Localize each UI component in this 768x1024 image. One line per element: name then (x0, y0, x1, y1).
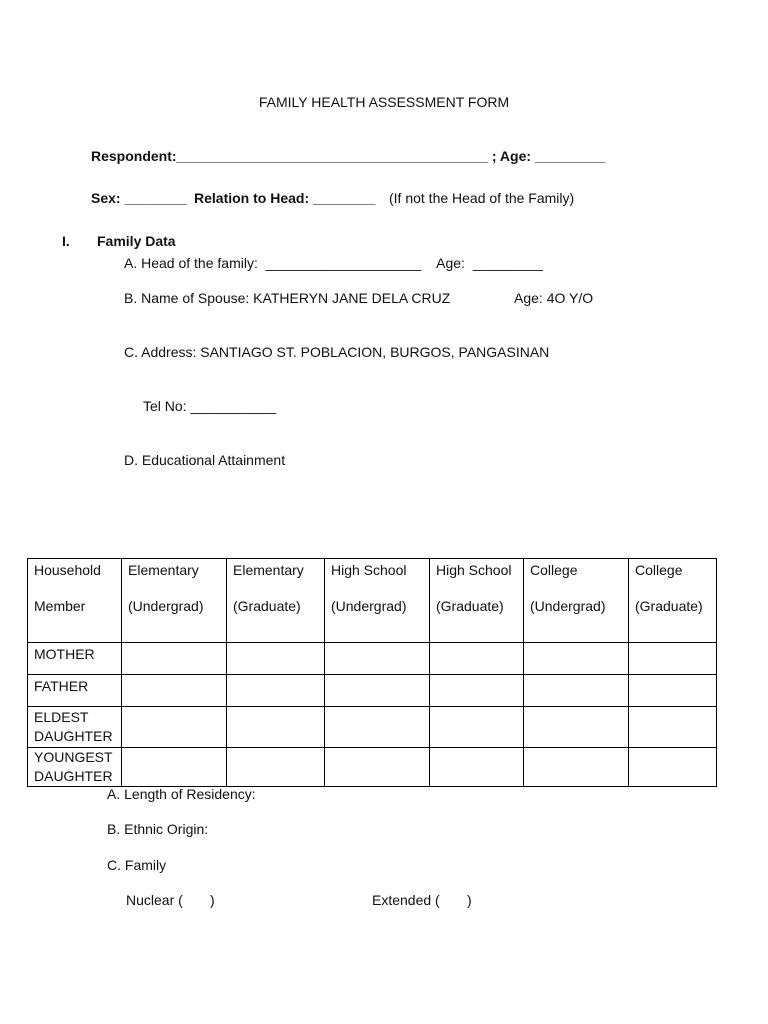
table-cell[interactable] (325, 707, 430, 748)
table-cell[interactable] (227, 643, 325, 675)
table-cell[interactable] (524, 675, 629, 707)
header-elementary-graduate: Elementary (Graduate) (227, 559, 325, 643)
table-cell[interactable] (227, 707, 325, 748)
table-cell[interactable] (430, 675, 524, 707)
table-cell[interactable] (122, 643, 227, 675)
educational-attainment-heading: D. Educational Attainment (124, 452, 286, 468)
family-type-heading: C. Family (107, 857, 167, 873)
header-college-graduate: College (Graduate) (629, 559, 717, 643)
tel-no-field: Tel No: ___________ (143, 398, 277, 414)
table-cell[interactable] (629, 643, 717, 675)
spouse-age: Age: 4O Y/O (514, 290, 594, 306)
table-cell[interactable] (122, 675, 227, 707)
table-row (28, 675, 717, 707)
table-row (28, 748, 717, 787)
table-cell[interactable] (325, 748, 430, 787)
header-household-member: Household Member (28, 559, 122, 643)
respondent-line: Respondent:________________________________________ ; Age: _________ (91, 148, 605, 164)
table-cell[interactable] (227, 675, 325, 707)
address: C. Address: SANTIAGO ST. POBLACION, BURGOS, PANGASINAN (124, 344, 550, 360)
spouse-name: B. Name of Spouse: KATHERYN JANE DELA CRUZ (124, 290, 451, 306)
table-header-row (28, 559, 717, 643)
ethnic-origin: B. Ethnic Origin: (107, 821, 209, 837)
table-cell[interactable] (122, 748, 227, 787)
table-cell[interactable] (629, 748, 717, 787)
table-cell[interactable] (430, 707, 524, 748)
head-of-family-field: A. Head of the family: ____________________ Age: _________ (124, 255, 543, 271)
table-cell[interactable] (524, 643, 629, 675)
row-label-mother: MOTHER (28, 643, 122, 675)
table-cell[interactable] (325, 643, 430, 675)
header-elementary-undergrad: Elementary (Undergrad) (122, 559, 227, 643)
relation-to-head-field: Relation to Head: ________ (194, 190, 376, 206)
table-row (28, 643, 717, 675)
relation-note: (If not the Head of the Family) (389, 190, 575, 206)
row-label-eldest-daughter: ELDEST DAUGHTER (28, 707, 122, 748)
length-of-residency: A. Length of Residency: (107, 786, 256, 802)
table-cell[interactable] (122, 707, 227, 748)
table-row (28, 707, 717, 748)
row-label-father: FATHER (28, 675, 122, 707)
header-highschool-graduate: High School (Graduate) (430, 559, 524, 643)
table-cell[interactable] (629, 707, 717, 748)
table-cell[interactable] (430, 643, 524, 675)
sex-field: Sex: ________ (91, 190, 187, 206)
row-label-youngest-daughter: YOUNGEST DAUGHTER (28, 748, 122, 787)
extended-checkbox[interactable]: Extended ( ) (372, 892, 472, 908)
table-cell[interactable] (524, 707, 629, 748)
table-cell[interactable] (325, 675, 430, 707)
table-cell[interactable] (524, 748, 629, 787)
education-table (27, 558, 717, 787)
table-cell[interactable] (227, 748, 325, 787)
nuclear-checkbox[interactable]: Nuclear ( ) (126, 892, 215, 908)
header-college-undergrad: College (Undergrad) (524, 559, 629, 643)
table-cell[interactable] (430, 748, 524, 787)
header-highschool-undergrad: High School (Undergrad) (325, 559, 430, 643)
section-numeral: I. (62, 233, 70, 249)
section-heading: Family Data (97, 233, 176, 249)
form-title: FAMILY HEALTH ASSESSMENT FORM (258, 94, 510, 110)
table-cell[interactable] (629, 675, 717, 707)
